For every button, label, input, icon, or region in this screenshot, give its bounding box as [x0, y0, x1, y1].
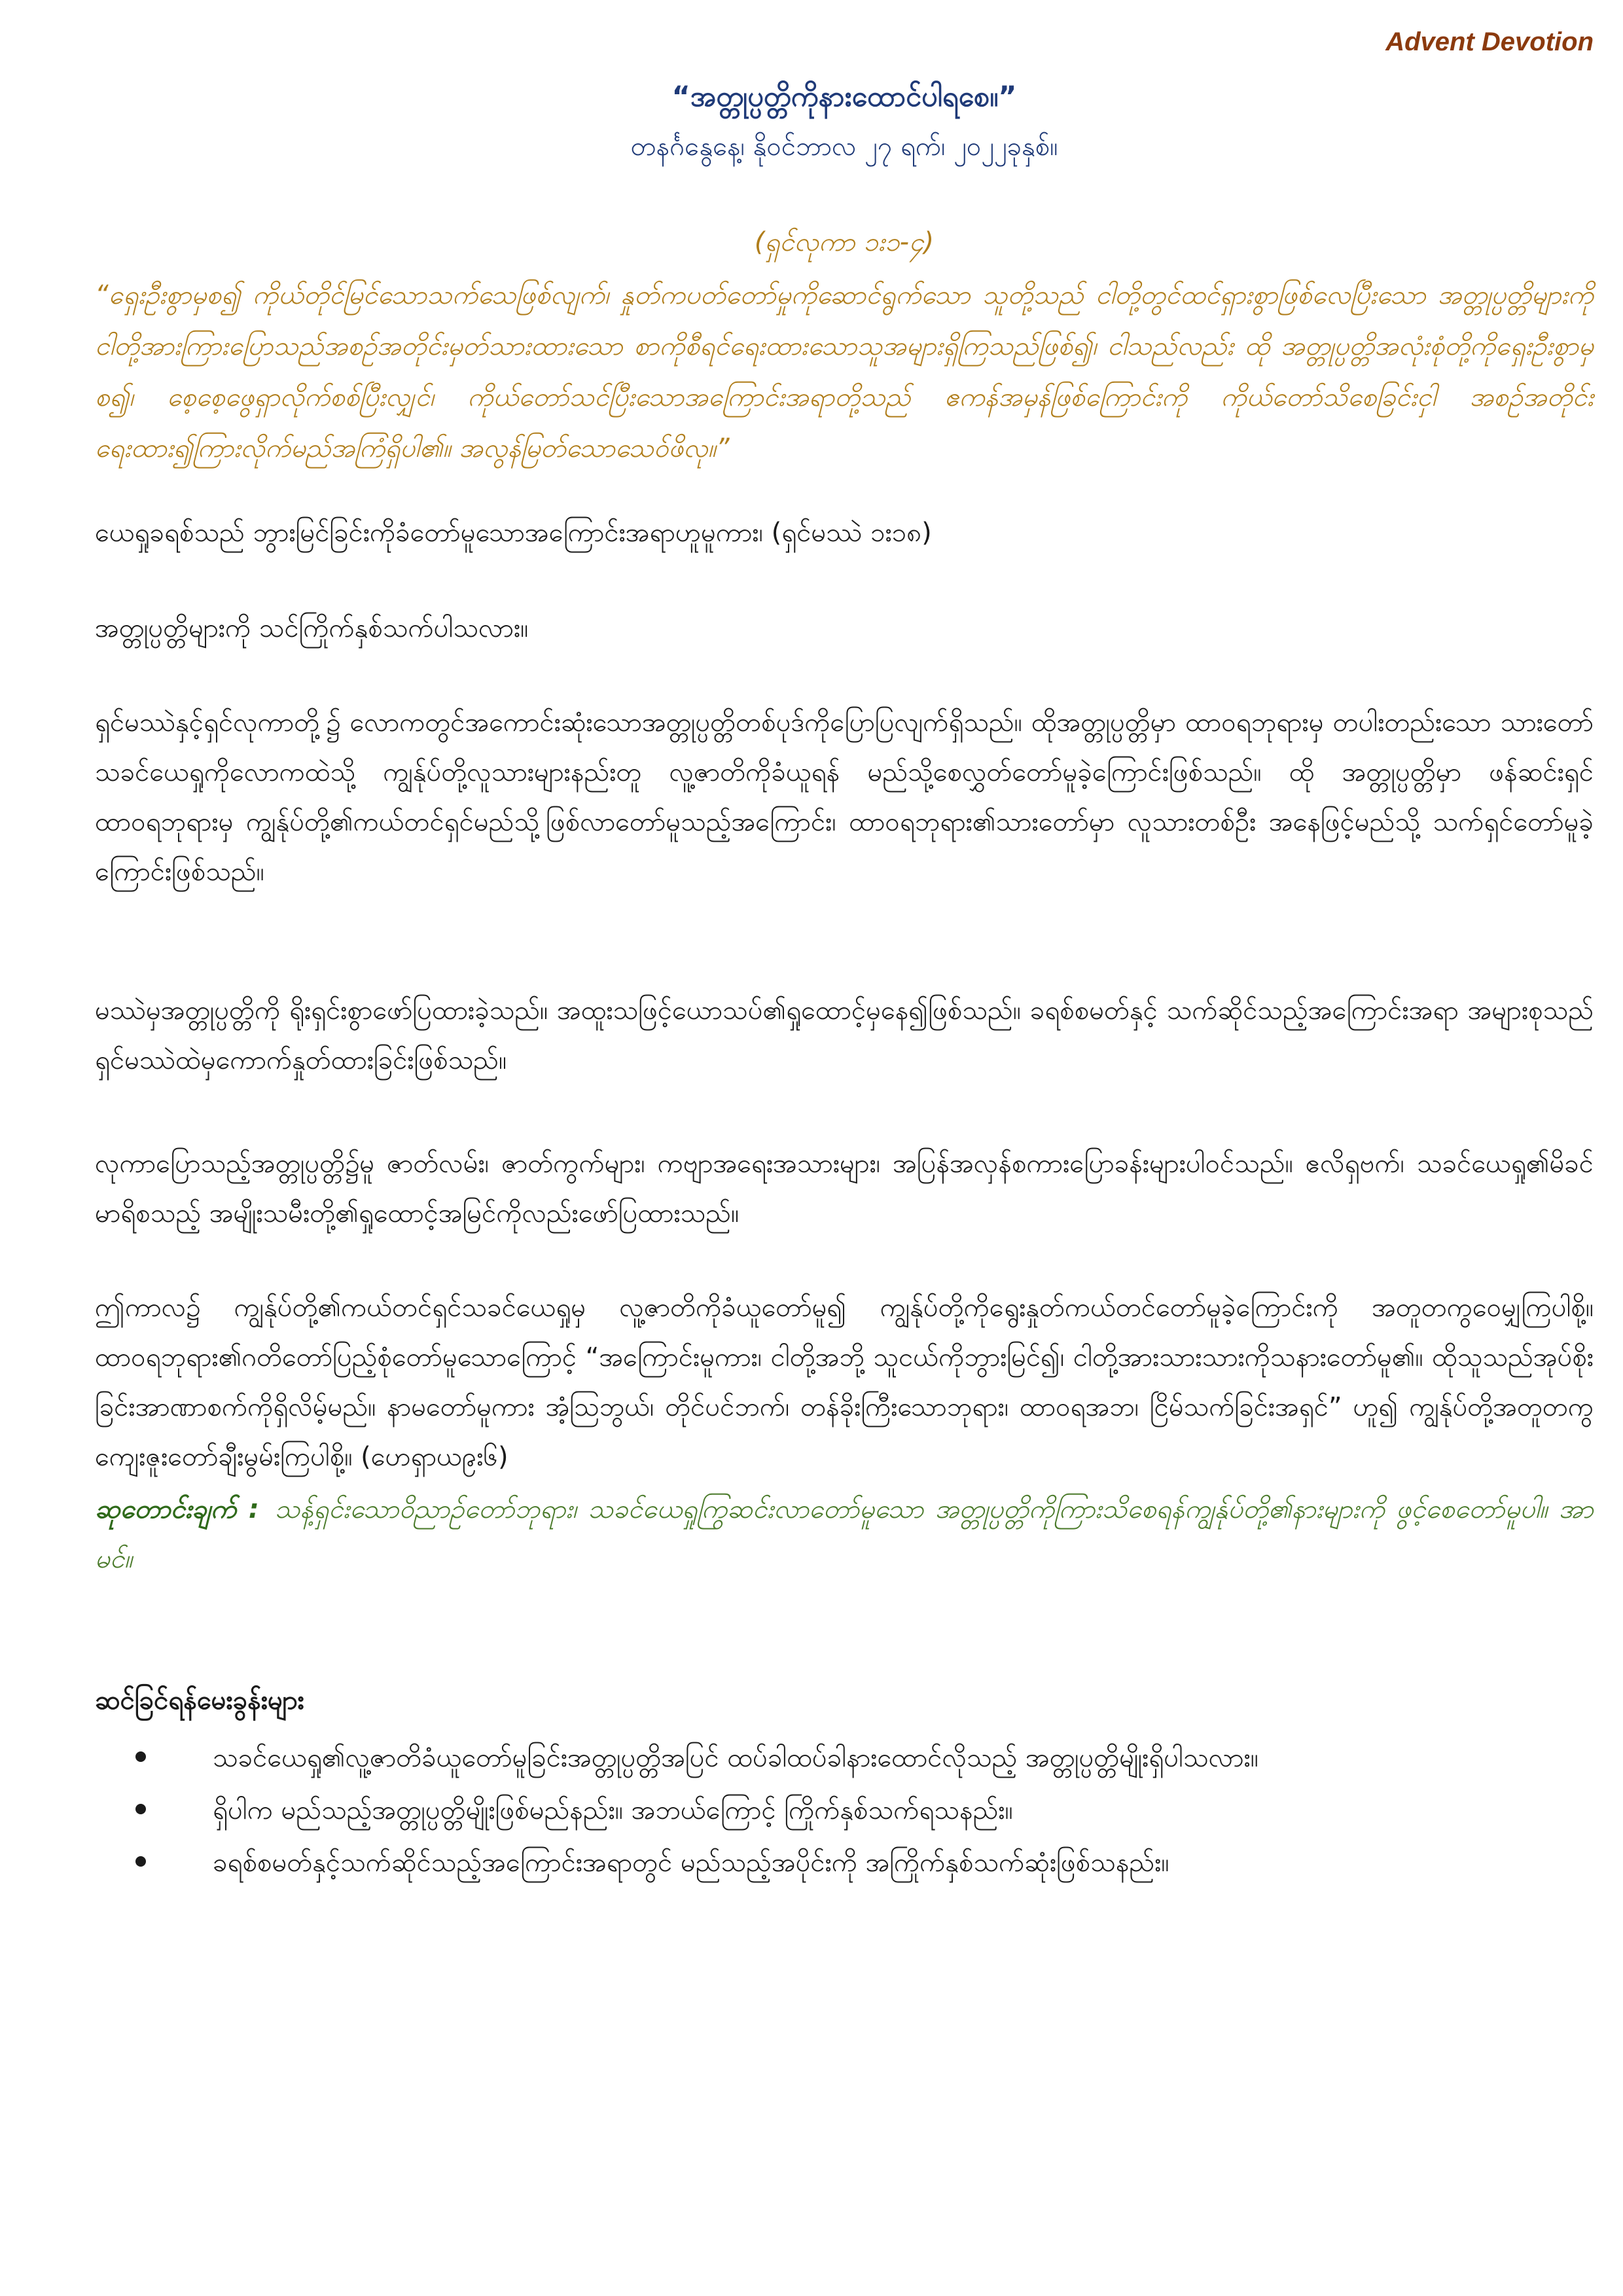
bullet-icon — [135, 1856, 146, 1867]
questions-title: ဆင်ခြင်ရန်မေးခွန်းများ — [95, 1685, 304, 1715]
paragraph-intro: ယေရှုခရစ်သည် ဘွားမြင်ခြင်းကိုခံတော်မူသောအကြောင်းအရာဟူမူကား၊ (ရှင်မဿဲ ၁း၁၈) — [95, 518, 932, 548]
paragraph-question: အတ္တုပ္ပတ္တိများကို သင်ကြိုက်နှစ်သက်ပါသလား။ — [95, 613, 529, 643]
list-item — [95, 1785, 1594, 1835]
question-text: ခရစ်စမတ်နှင့်သက်ဆိုင်သည့်အကြောင်းအရာတွင် မည်သည့်အပိုင်းကို အကြိုက်နှစ်သက်ဆုံးဖြစ်သနည်း။ — [213, 1848, 1169, 1878]
prayer-text: သန့်ရှင်းသောဝိညာဉ်တော်ဘုရား၊ သခင်ယေရှုကြွဆင်းလာတော်မူသော အတ္တုပ္ပတ္တိကိုကြားသိစေရန်ကျွန်ုပ်တို့၏နားများကို ဖွင့်စေတော်မူပါ။ အာမင်။ — [95, 1494, 1594, 1574]
paragraph-luke: လုကာပြောသည့်အတ္တုပ္ပတ္တိ၌မူ ဇာတ်လမ်း၊ ဇာတ်ကွက်များ၊ ကဗျာအရေးအသားများ၊ အပြန်အလှန်စကားပြောခန်းများပါဝင်သည်။ ဧလိရှဗက်၊ သခင်ယေရှု၏မိခင်မာရိစသည့် အမျိုးသမီးတို့၏ရှုထောင့်အမြင်ကိုလည်းဖော်ပြထားသည်။ — [95, 1149, 1594, 1229]
bullet-icon — [135, 1751, 146, 1762]
question-text: သခင်ယေရှု၏လူ့ဇာတိခံယူတော်မူခြင်းအတ္တုပ္ပတ္တိအပြင် ထပ်ခါထပ်ခါနားထောင်လိုသည့် အတ္တုပ္ပတ္တိမျိုးရှိပါသလား။ — [213, 1743, 1258, 1773]
question-text: ရှိပါက မည်သည့်အတ္တုပ္ပတ္တိမျိုးဖြစ်မည်နည်း။ အဘယ်ကြောင့် ကြိုက်နှစ်သက်ရသနည်း။ — [213, 1795, 1013, 1825]
header-tag: Advent Devotion — [1385, 27, 1594, 56]
paragraph-gospels: ရှင်မဿဲနှင့်ရှင်လုကာတို့၌ လောကတွင်အကောင်းဆုံးသောအတ္တုပ္ပတ္တိတစ်ပုဒ်ကိုပြောပြလျက်ရှိသည်။ ထိုအတ္တုပ္ပတ္တိမှာ ထာဝရဘုရားမှ တပါးတည်းသော သားတော်သခင်ယေရှုကိုလောကထဲသို့ ကျွန်ုပ်တို့လူသားများနည်းတူ လူ့ဇာတိကိုခံယူရန် မည်သို့စေလွှတ်တော်မူခဲ့ကြောင်းဖြစ်သည်။ ထို အတ္တုပ္ပတ္တိမှာ ဖန်ဆင်းရှင်ထာဝရဘုရားမှ ကျွန်ုပ်တို့၏ကယ်တင်ရှင်မည်သို့ဖြစ်လာတော်မူသည့်အကြောင်း၊ ထာဝရဘုရား၏သားတော်မှာ လူသားတစ်ဦး အနေဖြင့်မည်သို့ သက်ရှင်တော်မူခဲ့ကြောင်းဖြစ်သည်။ — [95, 708, 1594, 887]
paragraph-matthew: မဿဲမှအတ္တုပ္ပတ္တိကို ရိုးရှင်းစွာဖော်ပြထားခဲ့သည်။ အထူးသဖြင့်ယောသပ်၏ရှုထောင့်မှနေ၍ဖြစ်သည်။ ခရစ်စမတ်နှင့် သက်ဆိုင်သည့်အကြောင်းအရာ အများစုသည် ရှင်မဿဲထဲမှကောက်နှုတ်ထားခြင်းဖြစ်သည်။ — [95, 996, 1594, 1075]
scripture-quote: “ရှေးဦးစွာမှစ၍ ကိုယ်တိုင်မြင်သောသက်သေဖြစ်လျက်၊ နှုတ်ကပတ်တော်မှုကိုဆောင်ရွက်သော သူတို့သည် ငါတို့တွင်ထင်ရှားစွာဖြစ်လေပြီးသော အတ္တုပ္ပတ္တိများကို ငါတို့အားကြားပြောသည်အစဉ်အတိုင်းမှတ်သားထားသော စာကိုစီရင်ရေးထားသောသူအများရှိကြသည်ဖြစ်၍၊ ငါသည်လည်း ထို အတ္တုပ္ပတ္တိအလုံးစုံတို့ကိုရှေးဦးစွာမှစ၍၊ စေ့စေ့ဖွေရှာလိုက်စစ်ပြီးလျှင်၊ ကိုယ်တော်သင်ပြီးသောအကြောင်းအရာတို့သည် ဧကန်အမှန်ဖြစ်ကြောင်းကို ကိုယ်တော်သိစေခြင်းငှါ အစဉ်အတိုင်းရေးထား၍ကြားလိုက်မည်အကြံရှိပါ၏။ အလွန်မြတ်သောသေဝ်ဖိလု။” — [95, 280, 1594, 463]
prayer — [95, 1484, 1594, 1584]
page-title: “အတ္တုပ္ပတ္တိကိုနားထောင်ပါရစေ။” — [671, 81, 1017, 113]
list-item — [95, 1733, 1594, 1783]
date-line: တနင်္ဂနွေနေ့၊ နိုဝင်ဘာလ ၂၇ ရက်၊ ၂၀၂၂ခုနှစ်။ — [630, 132, 1058, 162]
paragraph-reflection: ဤကာလ၌ ကျွန်ုပ်တို့၏ကယ်တင်ရှင်သခင်ယေရှုမှ လူ့ဇာတိကိုခံယူတော်မူ၍ ကျွန်ုပ်တို့ကိုရွေးနှုတ်ကယ်တင်တော်မူခဲ့ကြောင်းကို အတူတကွဝေမျှကြပါစို့။ ထာဝရဘုရား၏ဂတိတော်ပြည့်စုံတော်မူသောကြောင့် “အကြောင်းမူကား၊ ငါတို့အဘို့ သူငယ်ကိုဘွားမြင်၍၊ ငါတို့အားသားသားကိုသနားတော်မူ၏။ ထိုသူသည်အုပ်စိုးခြင်းအာဏာစက်ကိုရှိလိမ့်မည်။ နာမတော်မူကား အံ့ဩဘွယ်၊ တိုင်ပင်ဘက်၊ တန်ခိုးကြီးသောဘုရား၊ ထာဝရအဘ၊ ငြိမ်သက်ခြင်းအရှင်” ဟူ၍ ကျွန်ုပ်တို့အတူတကွကျေးဇူးတော်ချီးမွမ်းကြပါစို့။ (ဟေရှာယ၉း၆) — [95, 1293, 1594, 1472]
scripture-reference: (ရှင်လုကာ ၁း၁-၄) — [754, 227, 935, 257]
prayer-label: ဆုတောင်းချက် : — [95, 1494, 259, 1524]
bullet-icon — [135, 1804, 146, 1814]
questions-list — [95, 1733, 1594, 1890]
list-item — [95, 1838, 1594, 1888]
